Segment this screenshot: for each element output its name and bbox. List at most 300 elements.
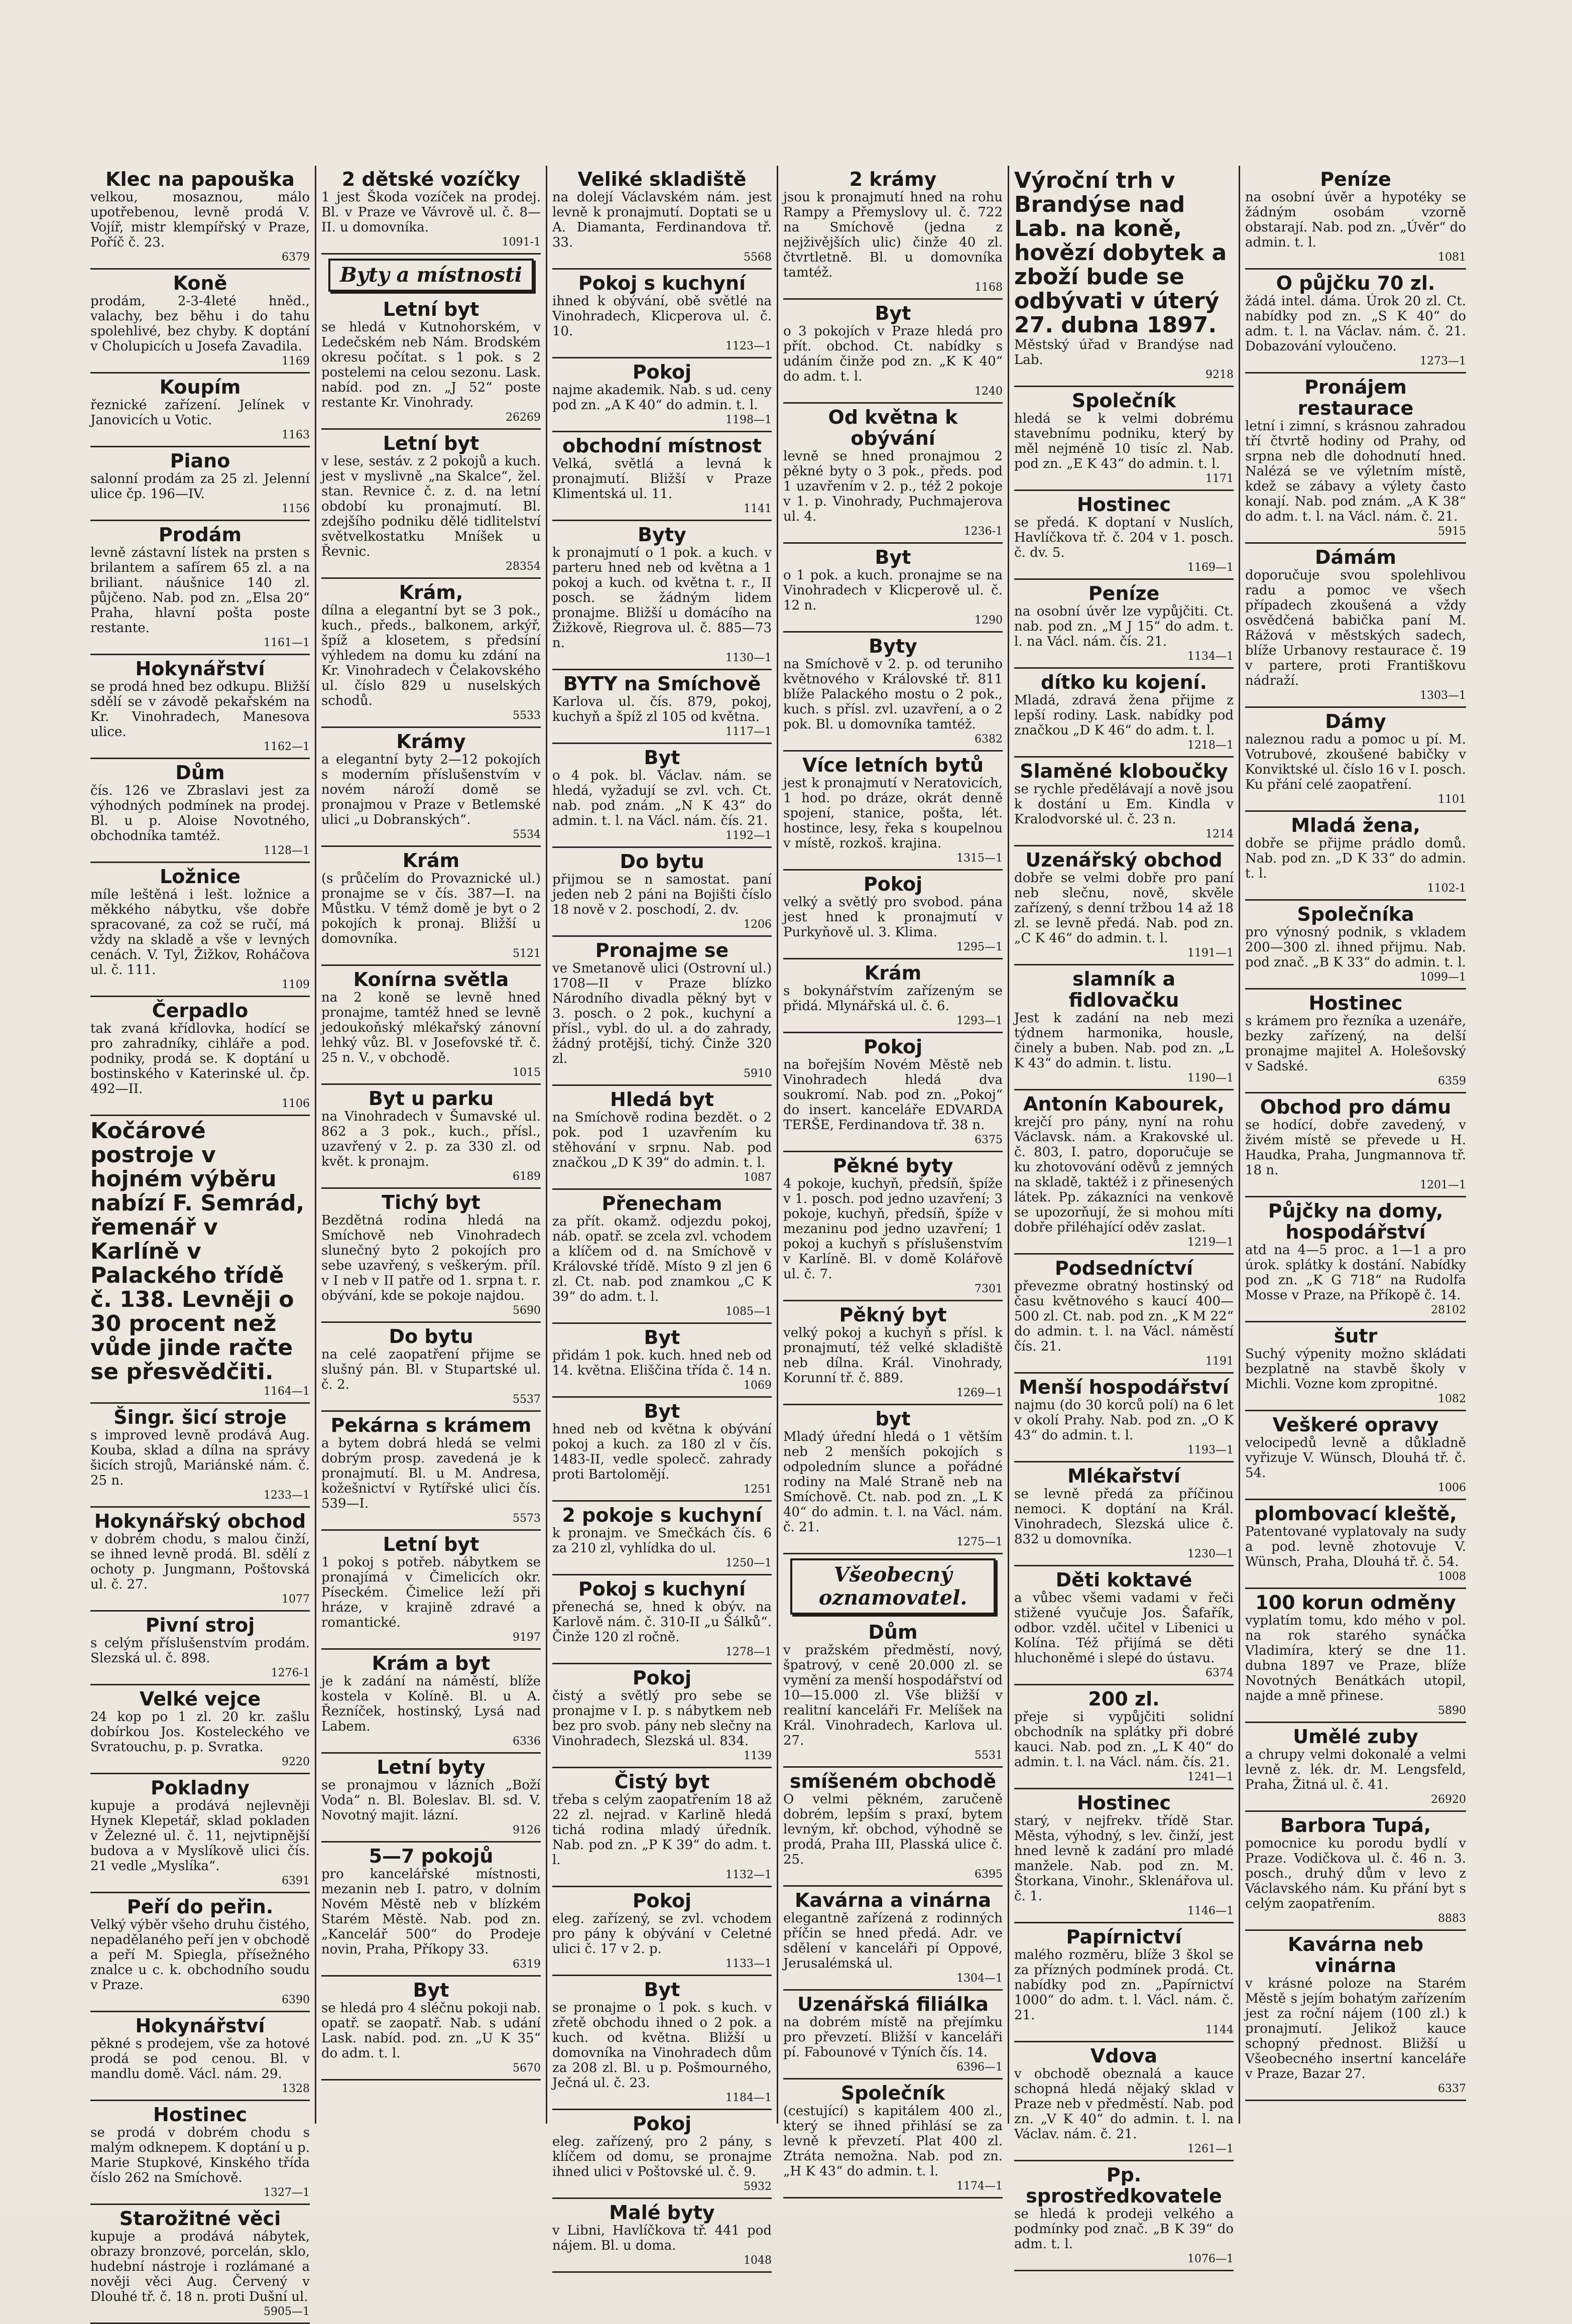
ad-reference-number: 1275—1	[956, 1536, 1003, 1548]
classified-ad	[90, 2012, 310, 2101]
ad-text: třeba s celým zaopatřením 18 až 22 zl. nejrad. v Karlině hledá tichá rodina mladý úředník. Nab. pod zn. „P K 39“ do adm. t. l.	[552, 1792, 772, 1868]
column-4	[778, 166, 1009, 2192]
ad-text: najme akademik. Nab. s ud. ceny pod zn. „A K 40“ do admin. t. l.	[552, 383, 772, 413]
ad-text: elegantně zařízená z rodinných příčin se hned předá. Adr. ve sdělení v kanceláři pí Oppové, Jerusalémská ul.	[783, 1911, 1003, 1971]
ad-title: slamník a fidlovačku	[1068, 968, 1179, 1011]
classified-ad	[552, 848, 772, 937]
ad-title: Uzenářská filiálka	[797, 1993, 989, 2015]
ad-title: Kavárna neb vinárna	[1287, 1933, 1424, 1977]
ad-text: s celým příslušenstvím prodám. Slezská ul. č. 898.	[90, 1636, 310, 1666]
classified-ad	[783, 1887, 1003, 1991]
ad-title: Výroční trh v Brandýse nad Lab. na koně, hovězí dobytek a zboží bude se odbývati v úterý 27. dubna 1897.	[1014, 168, 1227, 338]
ad-reference-number: 1315—1	[956, 852, 1003, 865]
ad-text: čís. 126 ve Zbraslavi jest za výhodných podmínek na prodej. Bl. u p. Aloise Novotného, obchodníka tamtéž.	[90, 783, 310, 843]
classified-ad	[90, 1685, 310, 1774]
ad-text: kupuje a prodává nábytek, obrazy bronzové, porcelán, sklo, hudební nástroje i rozlámané a nověji věci Aug. Červený v Dlouhé tř. č. 18 n. proti Dušní ul.	[90, 2229, 310, 2304]
column-1	[85, 166, 316, 2318]
ad-text: na dobrém místě na přejímku pro převzetí. Bližší v kanceláři pí. Fabounové v Týních čís. 14.	[783, 2015, 1003, 2060]
ad-title: Prodám	[158, 524, 242, 546]
ad-title: Od května k obývání	[828, 406, 958, 449]
ad-reference-number: 6391	[282, 1875, 310, 1887]
ad-reference-number: 28102	[1431, 1304, 1466, 1316]
classified-ad	[321, 966, 541, 1085]
ad-reference-number: 1304—1	[956, 1972, 1003, 1985]
ad-text: o 4 pok. bl. Václav. nám. se hledá, vyžadují se zvl. vch. Ct. nab. pod znám. „N K 43“ do admin. t. l. na Václ. nám. čís. 21.	[552, 768, 772, 828]
ad-reference-number: 5910	[744, 1067, 772, 1080]
ad-reference-number: 6319	[513, 1958, 541, 1971]
ad-title: Do bytu	[620, 850, 704, 873]
ad-text: k pronajm. ve Smečkách čís. 6 za 210 zl, vyhlídka do ul.	[552, 1526, 772, 1556]
ad-text: přenechá se, hned k obýv. na Karlově nám. č. 310-II „u Šálků“. Činže 120 zl ročně.	[552, 1600, 772, 1645]
ad-reference-number: 5890	[1438, 1704, 1466, 1717]
ad-reference-number: 5534	[513, 828, 541, 841]
ad-text: malého rozměru, blíže 3 škol se za přízných podmínek prodá. Ct. nabídky pod zn. „Papírnictví 1000“ do adm. t. l. Václ. nám. č. 21.	[1014, 1947, 1234, 2023]
ad-title: Peníze	[1088, 582, 1160, 604]
ad-reference-number: 1117—1	[725, 725, 772, 738]
classified-ad	[1014, 1566, 1234, 1685]
ad-title: Peří do peřin.	[127, 1896, 274, 1918]
ad-title: Peníze	[1320, 168, 1391, 190]
classified-ad	[1014, 2042, 1234, 2161]
classified-ad	[1245, 901, 1466, 990]
ad-text: atd na 4—5 proc. a 1—1 a pro úrok. splátky k dostání. Nabídky pod zn. „K G 718“ na Rudolfa Mosse v Praze, na Příkopě č. 14.	[1245, 1243, 1466, 1303]
ad-text: ve Smetanově ulici (Ostrovní ul.) 1708—II v Praze blízko Národního divadla pěkný byt v 3. posch. o 2 pok., kuchyní a přísl., vybl. do ul. a do zahrady, žádný protější, tichý. Činže 320 zl.	[552, 961, 772, 1066]
ad-title: obchodní místnost	[562, 435, 762, 457]
ad-title: Koně	[173, 272, 227, 294]
ad-reference-number: 1076—1	[1187, 2253, 1234, 2265]
classified-ad	[90, 447, 310, 521]
ad-title: Byt u parku	[368, 1087, 494, 1110]
ad-reference-number: 7301	[975, 1283, 1003, 1295]
ad-reference-number: 1295—1	[956, 941, 1003, 953]
ad-reference-number: 1206	[744, 918, 772, 931]
ad-reference-number: 1236-1	[963, 525, 1003, 538]
ad-title: 2 krámy	[849, 168, 937, 190]
ad-reference-number: 1293—1	[956, 1015, 1003, 1027]
ad-title: Papírnictví	[1066, 1926, 1182, 1948]
classified-ad	[321, 1754, 541, 1843]
ad-title: Letní byt	[383, 298, 479, 320]
ad-text: salonní prodám za 25 zl. Jelenní ulice čp. 196—IV.	[90, 471, 310, 502]
ad-title: Hledá byt	[610, 1088, 714, 1111]
ad-reference-number: 1163	[282, 429, 310, 441]
ad-title: Byt	[644, 1979, 680, 2001]
ad-text: jest k pronajmutí v Neratovicích, 1 hod. po dráze, okrát denně spojení, stanice, pošta, lét. hostince, lesy, řeka s koupelnou v místě, rozkoš. krajina.	[783, 776, 1003, 851]
ad-text: v dobrém chodu, s malou činží, se ihned levně prodá. Bl. sdělí z ochoty p. Jungmann, Poštovská ul. č. 27.	[90, 1532, 310, 1592]
ad-reference-number: 1008	[1438, 1570, 1466, 1583]
classified-ad	[1014, 1374, 1234, 1462]
classified-ad	[90, 863, 310, 997]
ad-title: Hokynářský obchod	[94, 1510, 306, 1532]
ad-text: hned neb od května k obývání pokoj a kuch. za 180 zl v čís. 1483-II, vedle spolecč. zahrady proti Bartolomějí.	[552, 1422, 772, 1482]
ad-title: Letní byt	[383, 1533, 479, 1555]
ad-reference-number: 1269—1	[956, 1387, 1003, 1399]
ad-reference-number: 1141	[744, 503, 772, 515]
ad-text: s improved levně prodává Aug. Kouba, sklad a dílna na správy šicích strojů, Mariánské nám. č. 25 n.	[90, 1428, 310, 1488]
ad-text: je k zadání na náměstí, blíže kostela v Kolíně. Bl. u A. Řezníček, hostinský, Lysá nad Labem.	[321, 1674, 541, 1734]
classified-ad	[321, 430, 541, 579]
ad-title: Byt	[875, 546, 911, 568]
ad-reference-number: 1191	[1205, 1355, 1234, 1368]
ad-reference-number: 6395	[975, 1868, 1003, 1881]
classified-ad	[1014, 387, 1234, 491]
classified-ad	[90, 1893, 310, 2012]
ad-reference-number: 1156	[282, 503, 310, 515]
classified-ad	[1245, 990, 1466, 1093]
classified-ad	[552, 1086, 772, 1190]
ad-text: přidám 1 pok. kuch. hned neb od 14. května. Eliščina třída č. 14 n.	[552, 1348, 772, 1378]
ad-title: Mlékařství	[1067, 1465, 1180, 1487]
ad-text: převezme obratný hostinský od času květnového s kaucí 400—500 zl. Ct. nab. pod zn. „K M 22“ do admin. t. l. na Václ. náměstí čís. 21.	[1014, 1279, 1234, 1354]
ad-reference-number: 1106	[282, 1097, 310, 1110]
ad-text: dobře se přijme prádlo domů. Nab. pod zn. „D K 33“ do admin. t. l.	[1245, 836, 1466, 881]
ad-reference-number: 1130—1	[725, 652, 772, 664]
ad-title: Dům	[175, 762, 225, 784]
ad-title: Pronájem restaurace	[1297, 376, 1414, 419]
ad-title: Podsedníctví	[1054, 1257, 1193, 1279]
classified-ad	[321, 296, 541, 430]
ad-title: Kočárové postroje v hojném výběru nabízí F. Semrád, řemenář v Karlíně v Palackého třídě č. 138. Levněji o 30 procent než vůde jinde račte se přesvědčiti.	[90, 1118, 305, 1385]
classified-ad	[1245, 374, 1466, 544]
classified-ad	[321, 1412, 541, 1531]
ad-reference-number: 1169—1	[1187, 561, 1234, 574]
ad-reference-number: 5533	[513, 709, 541, 722]
ad-reference-number: 1102-1	[1427, 882, 1466, 895]
ad-text: řeznické zařízení. Jelínek v Janovicích u Votic.	[90, 398, 310, 428]
ad-text: o 1 pok. a kuch. pronajme se na Vinohradech v Klicperově ul. č. 12 n.	[783, 568, 1003, 613]
classified-ad	[1245, 270, 1466, 374]
ad-reference-number: 5568	[744, 251, 772, 264]
classified-ad	[1014, 758, 1234, 846]
ad-reference-number: 1099—1	[1420, 971, 1466, 984]
classified-ad	[321, 1843, 541, 1977]
ad-title: Byty	[869, 635, 917, 657]
classified-ad	[90, 1404, 310, 1508]
ad-text: na bořejším Novém Městě neb Vinohradech hledá dva soukromí. Nab. pod zn. „Pokoj“ do insert. kanceláře EDVARDA TERŠE, Ferdinandova tř. 38 n.	[783, 1057, 1003, 1133]
classified-ad	[552, 1664, 772, 1768]
classified-ad	[321, 728, 541, 847]
classified-ad	[321, 847, 541, 966]
ad-text: na celé zaopatření přijme se slušný pán. Bl. v Stupartské ul. č. 2.	[321, 1347, 541, 1392]
ad-reference-number: 6336	[513, 1735, 541, 1748]
ad-text: doporučuje svou spolehlivou radu a pomoc ve všech případech zkoušená a vždy osvědčená babička paní M. Rážová v městských sadech, blíže Urbanovy restaurace č. 19 v partere, proti Františkovu nádraží.	[1245, 568, 1466, 688]
ad-text: na dolejí Václavském nám. jest levně k pronajmutí. Doptati se u A. Diamanta, Ferdinandova tř. 33.	[552, 190, 772, 250]
ad-title: BYTY na Smíchově	[563, 673, 761, 695]
ad-reference-number: 1191—1	[1187, 947, 1234, 959]
ad-reference-number: 1164—1	[264, 1385, 310, 1398]
ad-reference-number: 5531	[975, 1749, 1003, 1762]
classified-ad	[783, 1405, 1003, 1554]
ad-reference-number: 1146—1	[1187, 1905, 1234, 1917]
classified-ad	[321, 166, 541, 255]
ad-reference-number: 1171	[1205, 472, 1234, 485]
ad-reference-number: 1201—1	[1420, 1179, 1466, 1191]
ad-text: eleg. zařízený, se zvl. vchodem pro pány k obývání v Celetné ulici č. 17 v 2. p.	[552, 1911, 772, 1956]
ad-reference-number: 1133—1	[725, 1958, 772, 1970]
ad-title: Byty	[638, 524, 686, 546]
classified-ad	[552, 1575, 772, 1664]
ad-title: Obchod pro dámu	[1260, 1096, 1452, 1118]
ad-reference-number: 1174—1	[956, 2180, 1003, 2192]
ad-text: letní i zimní, s krásnou zahradou tří čtvrtě hodiny od Prahy, od srpna neb dle dohodnutí hned. Nalézá se ve výletním místě, kdež se zábavy a výlety často konají. Nab. pod znám. „A K 38“ do adm. t. l. na Václ. nám. č. 21.	[1245, 419, 1466, 524]
ad-text: se hledá pro 4 sléčnu pokoji nab. opatř. se zaopatř. Nab. s udání Lask. nabíd. pod. zn. „U K 35“ do adm. t. l.	[321, 2001, 541, 2061]
ad-reference-number: 6390	[282, 1994, 310, 2006]
ad-text: ihned k obývání, obě světlé na Vinohradech, Klicperova ul. č. 10.	[552, 294, 772, 339]
classified-ad	[1245, 1723, 1466, 1812]
ad-reference-number: 1184—1	[725, 2092, 772, 2104]
column-5	[1009, 166, 1240, 2265]
ad-text: kupuje a prodává nejlevněji Hynek Klepetář, sklad pokladen v Železné ul. č. 11, nejvtipnější budova a v Myslíkově ulici čís. 21 vedle „Myslíka“.	[90, 1798, 310, 1874]
classified-ad	[552, 1887, 772, 1976]
classified-ad	[1245, 166, 1466, 270]
classified-ad	[321, 1650, 541, 1754]
ad-title: Pokoj	[632, 361, 692, 383]
classified-ad	[90, 374, 310, 447]
ad-title: Byt	[644, 1400, 680, 1422]
classified-ad	[552, 358, 772, 432]
ad-reference-number: 1048	[744, 2254, 772, 2267]
ad-text: dílna a elegantní byt se 3 pok., kuch., předs., balkonem, arkýř, špíž a klosetem, s předsíní výhledem na domu ku zdání na Kr. Vinohradech v Čelakovského ul. číslo 829 u nuselských schodů.	[321, 603, 541, 708]
ad-text: čistý a světlý pro sebe se pronajme v I. p. s nábytkem neb bez pro svob. pány neb slečny na Vinohradech, Slezská ul. 834.	[552, 1688, 772, 1749]
ad-title: Pp. sprostředkovatele	[1026, 2164, 1222, 2207]
classified-ad	[1245, 1812, 1466, 1931]
ad-text: starý, v nejfrekv. třídě Star. Města, výhodný, s lev. činží, jest hned levně k zadání pro mladé manžele. Nab. pod zn. M. Štorkana, Vinohr., Sklenářova ul. č. 1.	[1014, 1813, 1234, 1904]
ad-title: Čerpadlo	[152, 1000, 249, 1022]
section-heading: Byty a místnosti	[328, 259, 534, 292]
ad-text: na Smíchově rodina bezdět. o 2 pok. pod 1 uzavřením ku stěhování v srpnu. Nab. pod značkou „D K 39“ do admin. t. l.	[552, 1110, 772, 1170]
ad-title: Slaměné kloboučky	[1020, 760, 1228, 782]
classified-ad	[783, 2080, 1003, 2198]
ad-title: Pěkný byt	[839, 1304, 947, 1326]
ad-text: Mladá, zdravá žena přijme z lepší rodiny. Lask. nabídky pod značkou „D K 46“ do adm. t. l.	[1014, 693, 1234, 738]
ad-text: velký pokoj a kuchyň s přísl. k pronajmutí, též velké skladiště neb dílna. Král. Vinohrady, Korunní tř. č. 889.	[783, 1325, 1003, 1386]
ad-reference-number: 1278—1	[725, 1646, 772, 1658]
ad-text: krejčí pro pány, nyní na rohu Václavsk. nám. a Krakovské ul. č. 803, I. patro, doporučuje se ku zhotovování oděvů z jemných na skladě, taktéž i z přinesených látek. Pp. zákazníci na venkově se upozorňují, že si mohou míti dobře přiléhající oděv zaslat.	[1014, 1115, 1234, 1235]
classified-ad	[783, 752, 1003, 871]
classified-ad	[552, 521, 772, 670]
ad-text: tak zvaná křídlovka, hodící se pro zahradníky, cihláře a pod. podniky, prodá se. K doptání u bostinského v Katerinské ul. čp. 492—II.	[90, 1021, 310, 1096]
ad-reference-number: 1214	[1205, 828, 1234, 840]
ad-text: prodám, 2-3-4leté hněd., valachy, bez běhu i do tahu spolehlivé, bez chyby. K doptání v Cholupicích u Josefa Zavadila.	[90, 294, 310, 354]
ad-title: 5—7 pokojů	[369, 1845, 494, 1867]
classified-ad	[90, 1612, 310, 1685]
ad-title: Krámy	[396, 730, 466, 753]
ad-reference-number: 5121	[513, 947, 541, 960]
ad-reference-number: 6396—1	[956, 2061, 1003, 2073]
ad-reference-number: 5573	[513, 1512, 541, 1525]
ad-text: 1 pokoj s potřeb. nábytkem se pronajímá v Čimelicích okr. Píseckém. Čimelice leží při hráze, v krajině zdravé a romantické.	[321, 1555, 541, 1630]
ad-title: Uzenářský obchod	[1025, 849, 1223, 871]
ad-text: Mladý úřední hledá o 1 větším neb 2 menších pokojích s odpoledním slunce a pořádné rodiny na Malé Straně neb na Smíchově. Ct. nab. pod zn. „L K 40“ do admin. t. l. na Václ. nám. č. 21.	[783, 1429, 1003, 1535]
ad-title: 200 zl.	[1088, 1688, 1160, 1710]
classified-ad	[321, 579, 541, 728]
ad-text: hledá se k velmi dobrému stavebnímu podniku, který by měl nejméně 10 tisíc zl. Nab. pod zn. „E K 43“ do admin. t. l.	[1014, 411, 1234, 471]
ad-title: Dámám	[1314, 546, 1397, 568]
ad-title: Veškeré opravy	[1272, 1414, 1439, 1436]
ad-text: jsou k pronajmutí hned na rohu Rampy a Přemyslovy ul. č. 722 na Smíchově (jedna z nejživějších ulic) činže 40 zl. čtvrtletně. Bl. u domovníka tamtéž.	[783, 190, 1003, 280]
ad-text: velký a světlý pro svobod. pána jest hned k pronajmutí v Purkyňově ul. 3. Klima.	[783, 895, 1003, 940]
ad-reference-number: 1233—1	[264, 1489, 310, 1502]
ad-reference-number: 1128—1	[264, 844, 310, 857]
ad-reference-number: 1082	[1438, 1393, 1466, 1405]
classified-ad	[1014, 669, 1234, 758]
ad-title: Malé byty	[609, 2201, 715, 2224]
ad-text: za přít. okamž. odjezdu pokoj, náb. opatř. se zcela zvl. vchodem a klíčem od d. na Smíchově v Královské třídě. Místo 9 zl jen 6 zl. Ct. nab. pod znamkou „C K 39“ do adm. t. l.	[552, 1214, 772, 1304]
classified-ad	[552, 1190, 772, 1324]
ad-title: 2 dětské vozíčky	[341, 168, 521, 190]
ad-reference-number: 1101	[1438, 793, 1466, 806]
ad-text: (s průčelím do Provaznické ul.) pronajme se v čís. 387—I. na Můstku. V témž domě je byt o 2 pokojích k pronaj. Bližší u domovníka.	[321, 871, 541, 946]
ad-text: s bokynářstvím zařízeným se přidá. Mlynářská ul. č. 6.	[783, 984, 1003, 1014]
ad-text: levně zástavní lístek na prsten s brilantem a safírem 65 zl. a na briliant. náušnice 140 zl. půjčeno. Nab. pod zn. „Elsa 20“ Praha, hlavní pošta poste restante.	[90, 545, 310, 636]
ad-title: Krám	[402, 849, 460, 872]
ad-title: Pokoj	[632, 1667, 692, 1689]
ad-text: a elegantní byty 2—12 pokojích s moderním příslušenstvím v novém nároží domě se pronajmou v Praze v Betlemské ulici „u Dobranských“.	[321, 752, 541, 827]
classified-ad	[1014, 1685, 1234, 1789]
ad-title: Pivní stroj	[145, 1614, 255, 1636]
ad-reference-number: 1190—1	[1187, 1072, 1234, 1084]
ad-title: Menší hospodářství	[1019, 1376, 1229, 1398]
classified-ad	[783, 959, 1003, 1033]
ad-reference-number: 6189	[513, 1170, 541, 1183]
classified-ad	[783, 166, 1003, 300]
ad-text: Městský úřad v Brandýse nad Lab.	[1014, 337, 1234, 368]
ad-text: se levně předá za příčinou nemoci. K doptání na Král. Vinohradech, Slezská ulice č. 832 u domovníka.	[1014, 1487, 1234, 1547]
ad-text: na osobní úvěr lze vypůjčiti. Ct. nab. pod zn. „M J 15“ do adm. t. l. na Václ. nám. čís. 21.	[1014, 604, 1234, 649]
ad-reference-number: 6374	[1205, 1667, 1234, 1679]
classified-ad	[1014, 1789, 1234, 1923]
ad-reference-number: 1261—1	[1187, 2143, 1234, 2155]
ad-text: pěkné s prodejem, vše za hotové prodá se pod cenou. Bl. v mandlu domě. Václ. nám. 29.	[90, 2036, 310, 2082]
ad-reference-number: 26920	[1431, 1793, 1466, 1806]
ad-text: v pražském předměstí, nový, špatrový, v ceně 20.000 zl. se vymění za menší hospodářství od 10—15.000 zl. Vše bližší v realitní kanceláři Fr. Melíšek na Král. Vinohradech, Karlova ul. 27.	[783, 1643, 1003, 1748]
classified-ad	[1014, 491, 1234, 580]
ad-title: Pekárna s krámem	[330, 1414, 532, 1436]
ad-text: eleg. zařízený, pro 2 pány, s klíčem od domu, se pronajme ihned ulici v Poštovské ul. č. 9.	[552, 2134, 772, 2179]
ad-reference-number: 1276-1	[271, 1667, 310, 1679]
classified-ad	[1014, 580, 1234, 669]
ad-title: Tichý byt	[382, 1191, 480, 1213]
ad-text: Patentované vyplatovaly na sudy a pod. levně zhotovuje V. Wünsch, Praha, Dlouhá tř. č. 54.	[1245, 1524, 1466, 1569]
ad-title: Pokoj s kuchyní	[578, 272, 746, 294]
ad-reference-number: 5915	[1438, 525, 1466, 538]
classified-ad	[90, 270, 310, 374]
classified-ad	[552, 1976, 772, 2110]
classified-ad	[783, 871, 1003, 959]
classified-ad	[1245, 812, 1466, 901]
classified-ad	[1245, 1931, 1466, 2101]
classified-ad	[552, 270, 772, 358]
ad-reference-number: 5932	[744, 2180, 772, 2193]
classified-ad	[1014, 846, 1234, 965]
classified-ad	[1245, 1322, 1466, 1411]
ad-reference-number: 1006	[1438, 1482, 1466, 1494]
classified-ad	[1245, 1589, 1466, 1723]
classified-ad	[783, 1152, 1003, 1301]
ad-title: Pokoj s kuchyní	[578, 1578, 746, 1600]
classified-ad	[90, 1774, 310, 1893]
ad-text: Velký výběr všeho druhu čistého, nepadělaného peří jen v obchodě a peří M. Spiegla, přísežného znalce u c. k. obchodního soudu v Praze.	[90, 1917, 310, 1993]
ad-title: Společníka	[1297, 903, 1414, 925]
ad-reference-number: 1091-1	[502, 236, 541, 249]
ad-text: se hledá v Kutnohorském, v Ledečském neb Nám. Brodském okresu počítat. s 1 pok. s 2 postelemi na celou sezonu. Lask. nabíd. pod zn. „J 52“ poste restante Kr. Vinohrady.	[321, 320, 541, 410]
ad-text: O velmi pěkném, zaručeně dobrém, lepším s praxí, bytem levným, kř. obchod, výhodně se prodá, Praha III, Plasská ulice č. 25.	[783, 1792, 1003, 1867]
ad-text: v obchodě obeznalá a kauce schopná hledá nějaký sklad v Praze neb v předměstí. Nab. pod zn. „V K 40“ do admin. t. l. na Václav. nám. č. 21.	[1014, 2066, 1234, 2142]
ad-title: Čistý byt	[614, 1771, 710, 1793]
ad-text: naleznou radu a pomoc u pí. M. Votrubové, zkoušené babičky v Konviktské ul. číslo 16 v I. posch. Ku přání celé zaopatření.	[1245, 732, 1466, 792]
ad-text: Bezdětná rodina hledá na Smíchově neb Vinohradech slunečný byto 2 pokojích pro sebe uzavřený, s veškerým. příl. v I neb v II patře od 1. srpna t. r. obývání, kde se pokoje najdou.	[321, 1213, 541, 1303]
classified-ad	[90, 2101, 310, 2205]
ad-title: Byt	[413, 1979, 449, 2001]
classified-ad	[321, 1085, 541, 1189]
ad-title: Pokoj	[863, 873, 923, 895]
classified-ad	[552, 670, 772, 744]
ad-text: v lese, sestáv. z 2 pokojů a kuch. jest v myslivně „na Skalce“, žel. stan. Revnice č. z. d. na letní období ku pronajmutí. Bl. zdejšího podniku dělé tidlitelství světvelkostatku Mníšek u Řevnic.	[321, 454, 541, 559]
ad-title: smíšeném obchodě	[789, 1770, 997, 1792]
ad-reference-number: 1132—1	[725, 1869, 772, 1881]
ad-reference-number: 1015	[513, 1066, 541, 1079]
ad-title: Společník	[1071, 390, 1176, 412]
ad-reference-number: 1123—1	[725, 340, 772, 352]
ad-reference-number: 5537	[513, 1393, 541, 1406]
ad-text: Karlova ul. čís. 879, pokoj, kuchyň a špíž zl 105 od května.	[552, 694, 772, 724]
ad-title: Půjčky na domy, hospodářství	[1268, 1200, 1443, 1243]
ad-text: na osobní úvěr a hypotéky se žádným osobám vzorně obstarají. Nab. pod zn. „Úvěr“ do admin. t. l.	[1245, 190, 1466, 250]
classified-ad	[552, 166, 772, 270]
classified-ad	[1245, 1500, 1466, 1589]
classified-ad	[783, 1768, 1003, 1887]
classified-ad	[783, 544, 1003, 633]
ad-reference-number: 1139	[744, 1750, 772, 1762]
ad-reference-number: 1218—1	[1187, 739, 1234, 752]
classified-ad	[783, 633, 1003, 752]
ad-text: pro kancelářské místnosti, mezanin neb I. patro, v dolním Novém Městě neb v blízkém Starém Městě. Nab. pod zn. „Kancelář 500“ do Prodeje novin, Praha, Příkopy 33.	[321, 1867, 541, 1957]
ad-reference-number: 1168	[975, 281, 1003, 294]
ad-title: Hostinec	[1076, 1792, 1171, 1814]
ad-reference-number: 6359	[1438, 1075, 1466, 1087]
ad-reference-number: 1251	[744, 1483, 772, 1496]
ad-title: Pokoj	[632, 1890, 692, 1912]
ad-reference-number: 5690	[513, 1304, 541, 1317]
ad-reference-number: 1085—1	[725, 1305, 772, 1318]
classified-ad	[321, 1977, 541, 2081]
ad-title: Pokoj	[632, 2113, 692, 2135]
ad-reference-number: 1169	[282, 355, 310, 368]
ad-text: žádá intel. dáma. Úrok 20 zl. Ct. nabídky pod zn. „S K 40“ do adm. t. l. na Václav. nám. č. 21. Dobazování vyloučeno.	[1245, 294, 1466, 354]
ad-title: Byt	[644, 1326, 680, 1349]
ad-text: se pronajmou v lázních „Boží Voda“ n. Bl. Boleslav. Bl. sd. V. Novotný majit. lázní.	[321, 1778, 541, 1823]
classified-ad	[552, 1502, 772, 1575]
ad-reference-number: 1328	[282, 2083, 310, 2095]
ad-reference-number: 1303—1	[1420, 689, 1466, 702]
ad-title: Více letních bytů	[802, 754, 984, 776]
classified-ad	[552, 2110, 772, 2199]
classified-ad	[1014, 1923, 1234, 2042]
ad-text: s krámem pro řezníka a uzenáře, bezky zařízený, na delší pronajme majitel A. Holešovský v Sadské.	[1245, 1014, 1466, 1074]
ad-title: Hostinec	[1308, 992, 1403, 1014]
classified-ad	[1014, 2161, 1234, 2271]
ad-reference-number: 1161—1	[264, 637, 310, 649]
ad-text: dobře se velmi dobře pro paní neb slečnu, nově, skvěle zařízený, s denní tržbou 14 až 18 zl. se levně předá. Nab. pod zn. „C K 46“ do admin. t. l.	[1014, 871, 1234, 946]
ad-reference-number: 1192—1	[725, 829, 772, 842]
ad-title: Byt	[644, 747, 680, 769]
ad-text: pro výnosný podnik, s vkladem 200—300 zl. ihned přijmu. Nab. pod znač. „B K 33“ do admin. t. l.	[1245, 925, 1466, 970]
ad-text: na Vinohradech v Šumavské ul. 862 a 3 pok., kuch., přísl., uzavřený v 2. p. za 330 zl. od květ. k pronajm.	[321, 1109, 541, 1169]
classified-ad	[90, 2205, 310, 2324]
ad-text: velocipedů levně a důkladně vyřizuje V. Wünsch, Dlouhá tř. č. 54.	[1245, 1435, 1466, 1481]
ad-title: Dámy	[1325, 710, 1386, 732]
ad-reference-number: 1144	[1205, 2024, 1234, 2036]
